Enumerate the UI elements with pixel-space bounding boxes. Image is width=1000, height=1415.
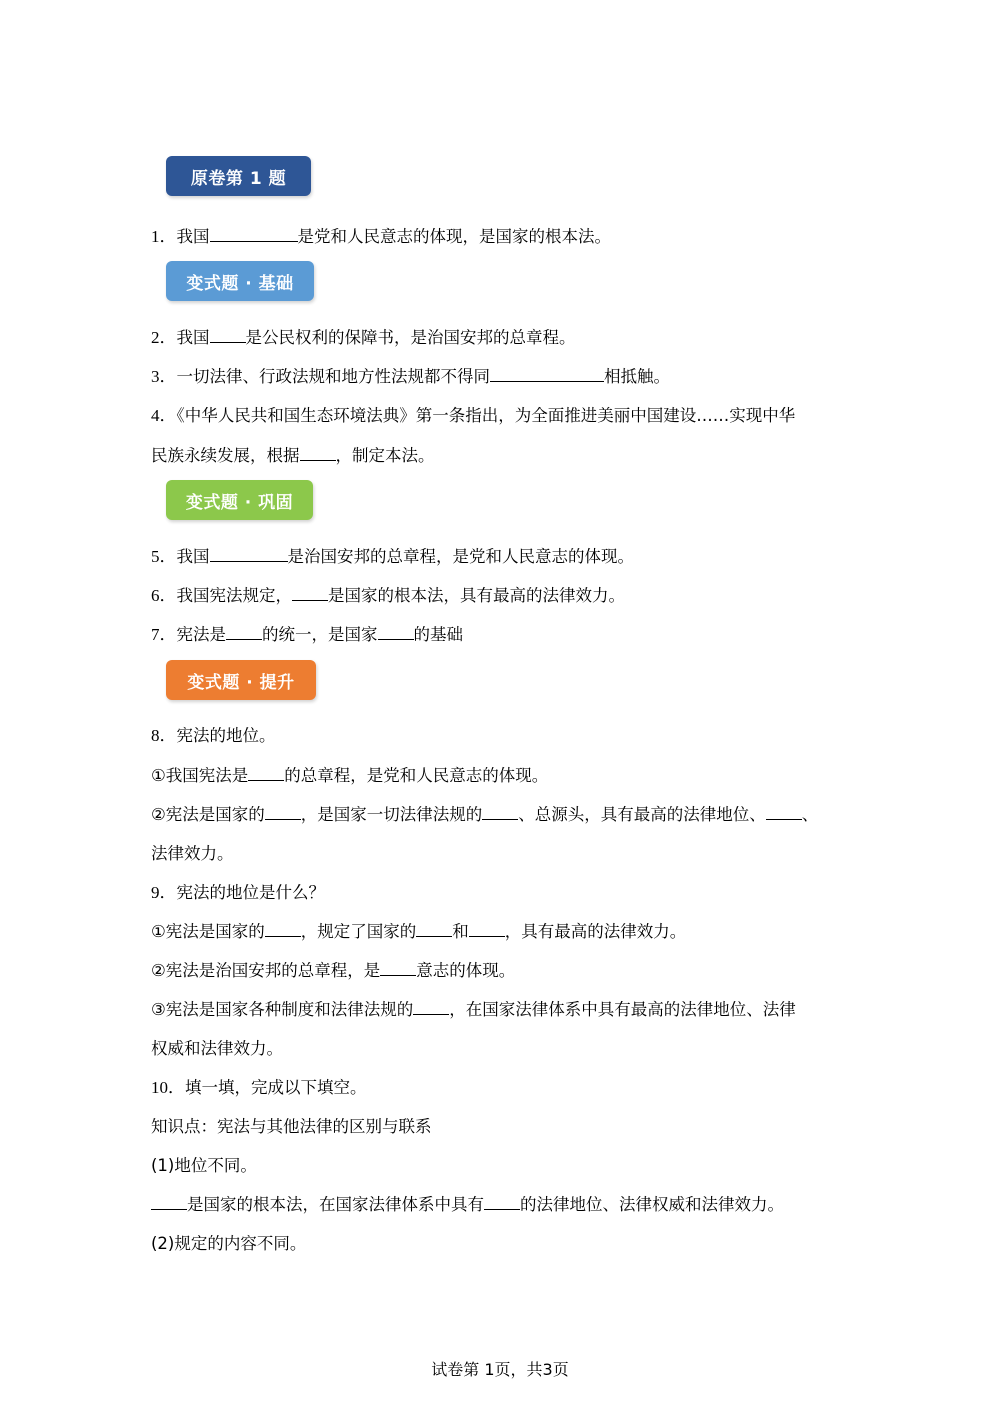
question-4-continued bbox=[151, 445, 435, 467]
question-text: 是党和人民意志的体现，是国家的根本法。 bbox=[297, 227, 611, 246]
question-text: 我国宪法规定， bbox=[176, 586, 292, 605]
answer-blank[interactable] bbox=[300, 446, 336, 461]
question-1 bbox=[151, 226, 611, 248]
answer-blank[interactable] bbox=[416, 922, 452, 937]
question-10-part-1-text bbox=[151, 1194, 784, 1216]
question-text: 是国家的根本法，在国家法律体系中具有 bbox=[187, 1195, 484, 1214]
question-9-item-1 bbox=[151, 921, 686, 943]
question-text: ，规定了国家的 bbox=[300, 922, 417, 941]
answer-blank[interactable] bbox=[210, 227, 298, 242]
answer-blank[interactable] bbox=[378, 625, 414, 640]
answer-blank[interactable] bbox=[210, 328, 246, 343]
question-number: 4． bbox=[151, 406, 177, 425]
answer-blank[interactable] bbox=[380, 961, 416, 976]
question-text: 《中华人民共和国生态环境法典》第一条指出，为全面推进美丽中国建设……实现中华 bbox=[176, 406, 796, 425]
question-8-item-2-continued bbox=[151, 843, 234, 865]
answer-blank[interactable] bbox=[484, 1195, 520, 1210]
question-8-item-1 bbox=[151, 765, 548, 787]
answer-blank[interactable] bbox=[490, 367, 604, 382]
question-10-part-1 bbox=[151, 1155, 257, 1177]
question-9-item-2 bbox=[151, 960, 515, 982]
question-3 bbox=[151, 366, 670, 388]
question-9-item-3 bbox=[151, 999, 796, 1021]
question-text: 是公民权利的保障书，是治国安邦的总章程。 bbox=[245, 328, 576, 347]
question-text: 我国 bbox=[176, 227, 210, 246]
answer-blank[interactable] bbox=[265, 922, 301, 937]
question-text: ，是国家一切法律法规的 bbox=[300, 805, 483, 824]
question-text: 宪法是 bbox=[176, 625, 226, 644]
question-text: 我国 bbox=[176, 328, 210, 347]
question-4 bbox=[151, 405, 795, 427]
answer-blank[interactable] bbox=[248, 766, 284, 781]
answer-blank[interactable] bbox=[482, 805, 518, 820]
answer-blank[interactable] bbox=[292, 586, 328, 601]
question-text: 民族永续发展，根据 bbox=[151, 446, 300, 465]
question-number: 3． bbox=[151, 367, 177, 386]
question-2 bbox=[151, 327, 576, 349]
question-text: 宪法的地位是什么？ bbox=[176, 883, 325, 902]
question-number: 1． bbox=[151, 227, 177, 246]
question-text: ①我国宪法是 bbox=[151, 766, 249, 785]
question-text: 填一填，完成以下填空。 bbox=[185, 1078, 367, 1097]
question-text: ，具有最高的法律效力。 bbox=[504, 922, 687, 941]
question-number: 2． bbox=[151, 328, 177, 347]
question-number: 6． bbox=[151, 586, 177, 605]
badge-original-question: 原卷第 1 题 bbox=[166, 156, 311, 196]
badge-variant-consolidate: 变式题 · 巩固 bbox=[166, 480, 313, 520]
question-7 bbox=[151, 624, 463, 646]
question-text: 知识点：宪法与其他法律的区别与联系 bbox=[151, 1117, 432, 1136]
question-text: 的统一，是国家 bbox=[262, 625, 378, 644]
question-text: 宪法的地位。 bbox=[176, 726, 276, 745]
question-text: 意志的体现。 bbox=[416, 961, 516, 980]
question-text: ，制定本法。 bbox=[335, 446, 435, 465]
question-text: 的法律地位、法律权威和法律效力。 bbox=[520, 1195, 784, 1214]
question-text: (2)规定的内容不同。 bbox=[151, 1234, 307, 1253]
question-8 bbox=[151, 725, 276, 747]
question-text: 法律效力。 bbox=[151, 844, 234, 863]
question-10 bbox=[151, 1077, 367, 1099]
question-text: ②宪法是国家的 bbox=[151, 805, 265, 824]
badge-variant-advanced: 变式题 · 提升 bbox=[166, 660, 316, 700]
question-text: 的基础 bbox=[413, 625, 463, 644]
answer-blank[interactable] bbox=[265, 805, 301, 820]
question-9-item-3-continued bbox=[151, 1038, 283, 1060]
question-text: 、总源头，具有最高的法律地位、 bbox=[518, 805, 766, 824]
question-text: 和 bbox=[452, 922, 469, 941]
question-text: 权威和法律效力。 bbox=[151, 1039, 283, 1058]
question-text: 是治国安邦的总章程，是党和人民意志的体现。 bbox=[287, 547, 634, 566]
question-number: 7． bbox=[151, 625, 177, 644]
question-6 bbox=[151, 585, 625, 607]
knowledge-point bbox=[151, 1116, 432, 1138]
question-10-part-2 bbox=[151, 1233, 306, 1255]
answer-blank[interactable] bbox=[766, 805, 802, 820]
question-text: 相抵触。 bbox=[604, 367, 670, 386]
question-text: ①宪法是国家的 bbox=[151, 922, 265, 941]
question-text: ③宪法是国家各种制度和法律法规的 bbox=[151, 1000, 414, 1019]
question-number: 9． bbox=[151, 883, 177, 902]
question-text: 一切法律、行政法规和地方性法规都不得同 bbox=[176, 367, 490, 386]
question-text: 、 bbox=[801, 805, 819, 824]
question-number: 5． bbox=[151, 547, 177, 566]
question-number: 8． bbox=[151, 726, 177, 745]
question-text: 的总章程，是党和人民意志的体现。 bbox=[284, 766, 549, 785]
answer-blank[interactable] bbox=[469, 922, 505, 937]
question-text: ，在国家法律体系中具有最高的法律地位、法律 bbox=[449, 1000, 796, 1019]
question-text: 我国 bbox=[176, 547, 210, 566]
page-footer: 试卷第 1页，共3页 bbox=[431, 1360, 569, 1379]
answer-blank[interactable] bbox=[151, 1195, 187, 1210]
question-8-item-2 bbox=[151, 804, 818, 826]
question-text: 是国家的根本法，具有最高的法律效力。 bbox=[328, 586, 625, 605]
answer-blank[interactable] bbox=[210, 547, 288, 562]
question-5 bbox=[151, 546, 634, 568]
question-9 bbox=[151, 882, 325, 904]
question-number: 10． bbox=[151, 1078, 185, 1097]
badge-variant-basic: 变式题 · 基础 bbox=[166, 261, 314, 301]
question-text: ②宪法是治国安邦的总章程，是 bbox=[151, 961, 381, 980]
question-text: (1)地位不同。 bbox=[151, 1156, 257, 1175]
answer-blank[interactable] bbox=[226, 625, 262, 640]
answer-blank[interactable] bbox=[413, 1000, 449, 1015]
